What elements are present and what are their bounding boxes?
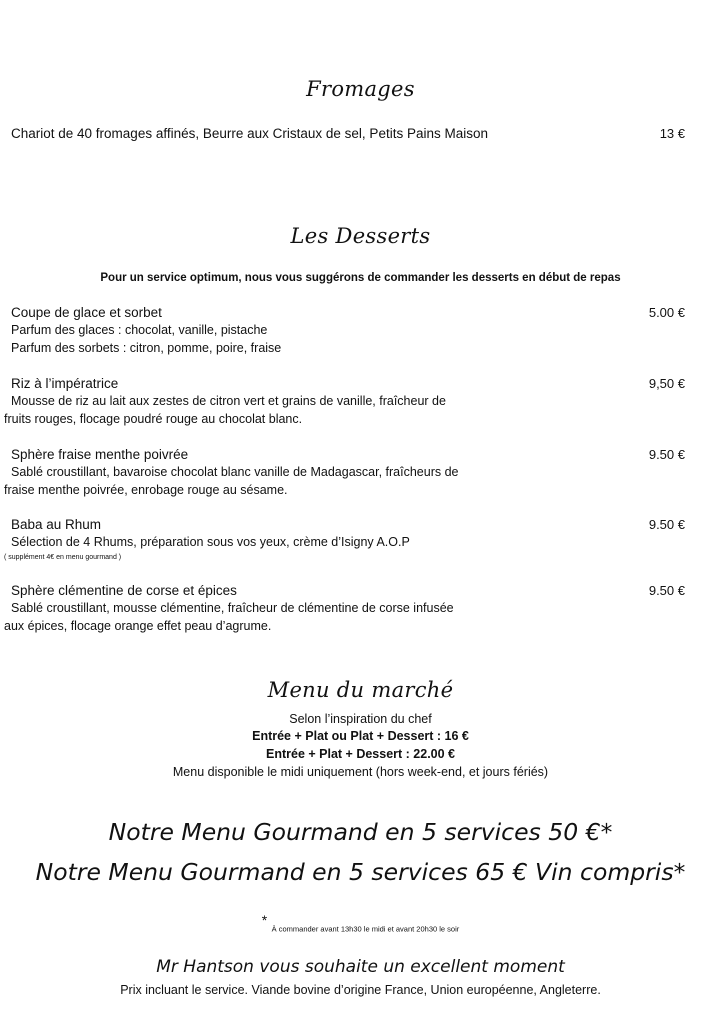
footer-legal: Prix incluant le service. Viande bovine d’origine France, Union européenne, Angleterre. <box>120 983 601 997</box>
desserts-note: Pour un service optimum, nous vous suggérons de commander les desserts en début de repas <box>100 272 621 284</box>
dessert-desc-line2: Parfum des sorbets : citron, pomme, poire, fraise <box>11 341 282 355</box>
dessert-desc-line1: Parfum des glaces : chocolat, vanille, pistache <box>11 323 268 337</box>
dessert-supplement-note: ( supplément 4€ en menu gourmand ) <box>4 554 122 561</box>
fromages-title: Fromages <box>306 77 415 101</box>
dessert-desc-line1: Sablé croustillant, mousse clémentine, fraîcheur de clémentine de corse infusée <box>11 601 454 615</box>
asterisk-symbol: * <box>261 912 268 928</box>
dessert-desc-line1: Sélection de 4 Rhums, préparation sous vos yeux, crème d’Isigny A.O.P <box>11 535 410 549</box>
dessert-desc-line2: fraise menthe poivrée, enrobage rouge au sésame. <box>4 483 288 497</box>
marche-title: Menu du marché <box>267 678 454 702</box>
footer-greeting: Mr Hantson vous souhaite un excellent moment <box>156 957 565 977</box>
dessert-price: 9,50 € <box>648 376 685 391</box>
dessert-price: 9.50 € <box>648 583 685 598</box>
dessert-name: Coupe de glace et sorbet <box>11 305 162 320</box>
dessert-price: 5.00 € <box>648 305 685 320</box>
dessert-name: Sphère clémentine de corse et épices <box>11 583 237 598</box>
dessert-name: Riz à l’impératrice <box>11 376 119 391</box>
gourmand-asterisk-note-row <box>0 912 721 936</box>
marche-availability: Menu disponible le midi uniquement (hors week-end, et jours fériés) <box>172 765 549 779</box>
gourmand-line-2: Notre Menu Gourmand en 5 services 65 € Vin compris* <box>35 858 686 886</box>
fromages-item-name: Chariot de 40 fromages affinés, Beurre aux Cristaux de sel, Petits Pains Maison <box>11 126 488 141</box>
fromages-item-price: 13 € <box>659 126 685 141</box>
desserts-title: Les Desserts <box>290 224 431 248</box>
marche-formula-1: Entrée + Plat ou Plat + Dessert : 16 € <box>252 729 469 743</box>
marche-formula-2: Entrée + Plat + Dessert : 22.00 € <box>266 747 455 761</box>
marche-inspiration: Selon l’inspiration du chef <box>289 712 432 726</box>
dessert-desc-line1: Sablé croustillant, bavaroise chocolat blanc vanille de Madagascar, fraîcheurs de <box>11 465 459 479</box>
dessert-price: 9.50 € <box>648 447 685 462</box>
gourmand-line-1: Notre Menu Gourmand en 5 services 50 €* <box>108 818 613 846</box>
dessert-desc-line2: aux épices, flocage orange effet peau d’agrume. <box>4 619 272 633</box>
dessert-name: Sphère fraise menthe poivrée <box>11 447 189 462</box>
dessert-name: Baba au Rhum <box>11 517 102 532</box>
dessert-price: 9.50 € <box>648 517 685 532</box>
dessert-desc-line2: fruits rouges, flocage poudré rouge au chocolat blanc. <box>4 412 303 426</box>
dessert-desc-line1: Mousse de riz au lait aux zestes de citron vert et grains de vanille, fraîcheur de <box>11 394 446 408</box>
asterisk-note: À commander avant 13h30 le midi et avant 20h30 le soir <box>271 924 460 934</box>
